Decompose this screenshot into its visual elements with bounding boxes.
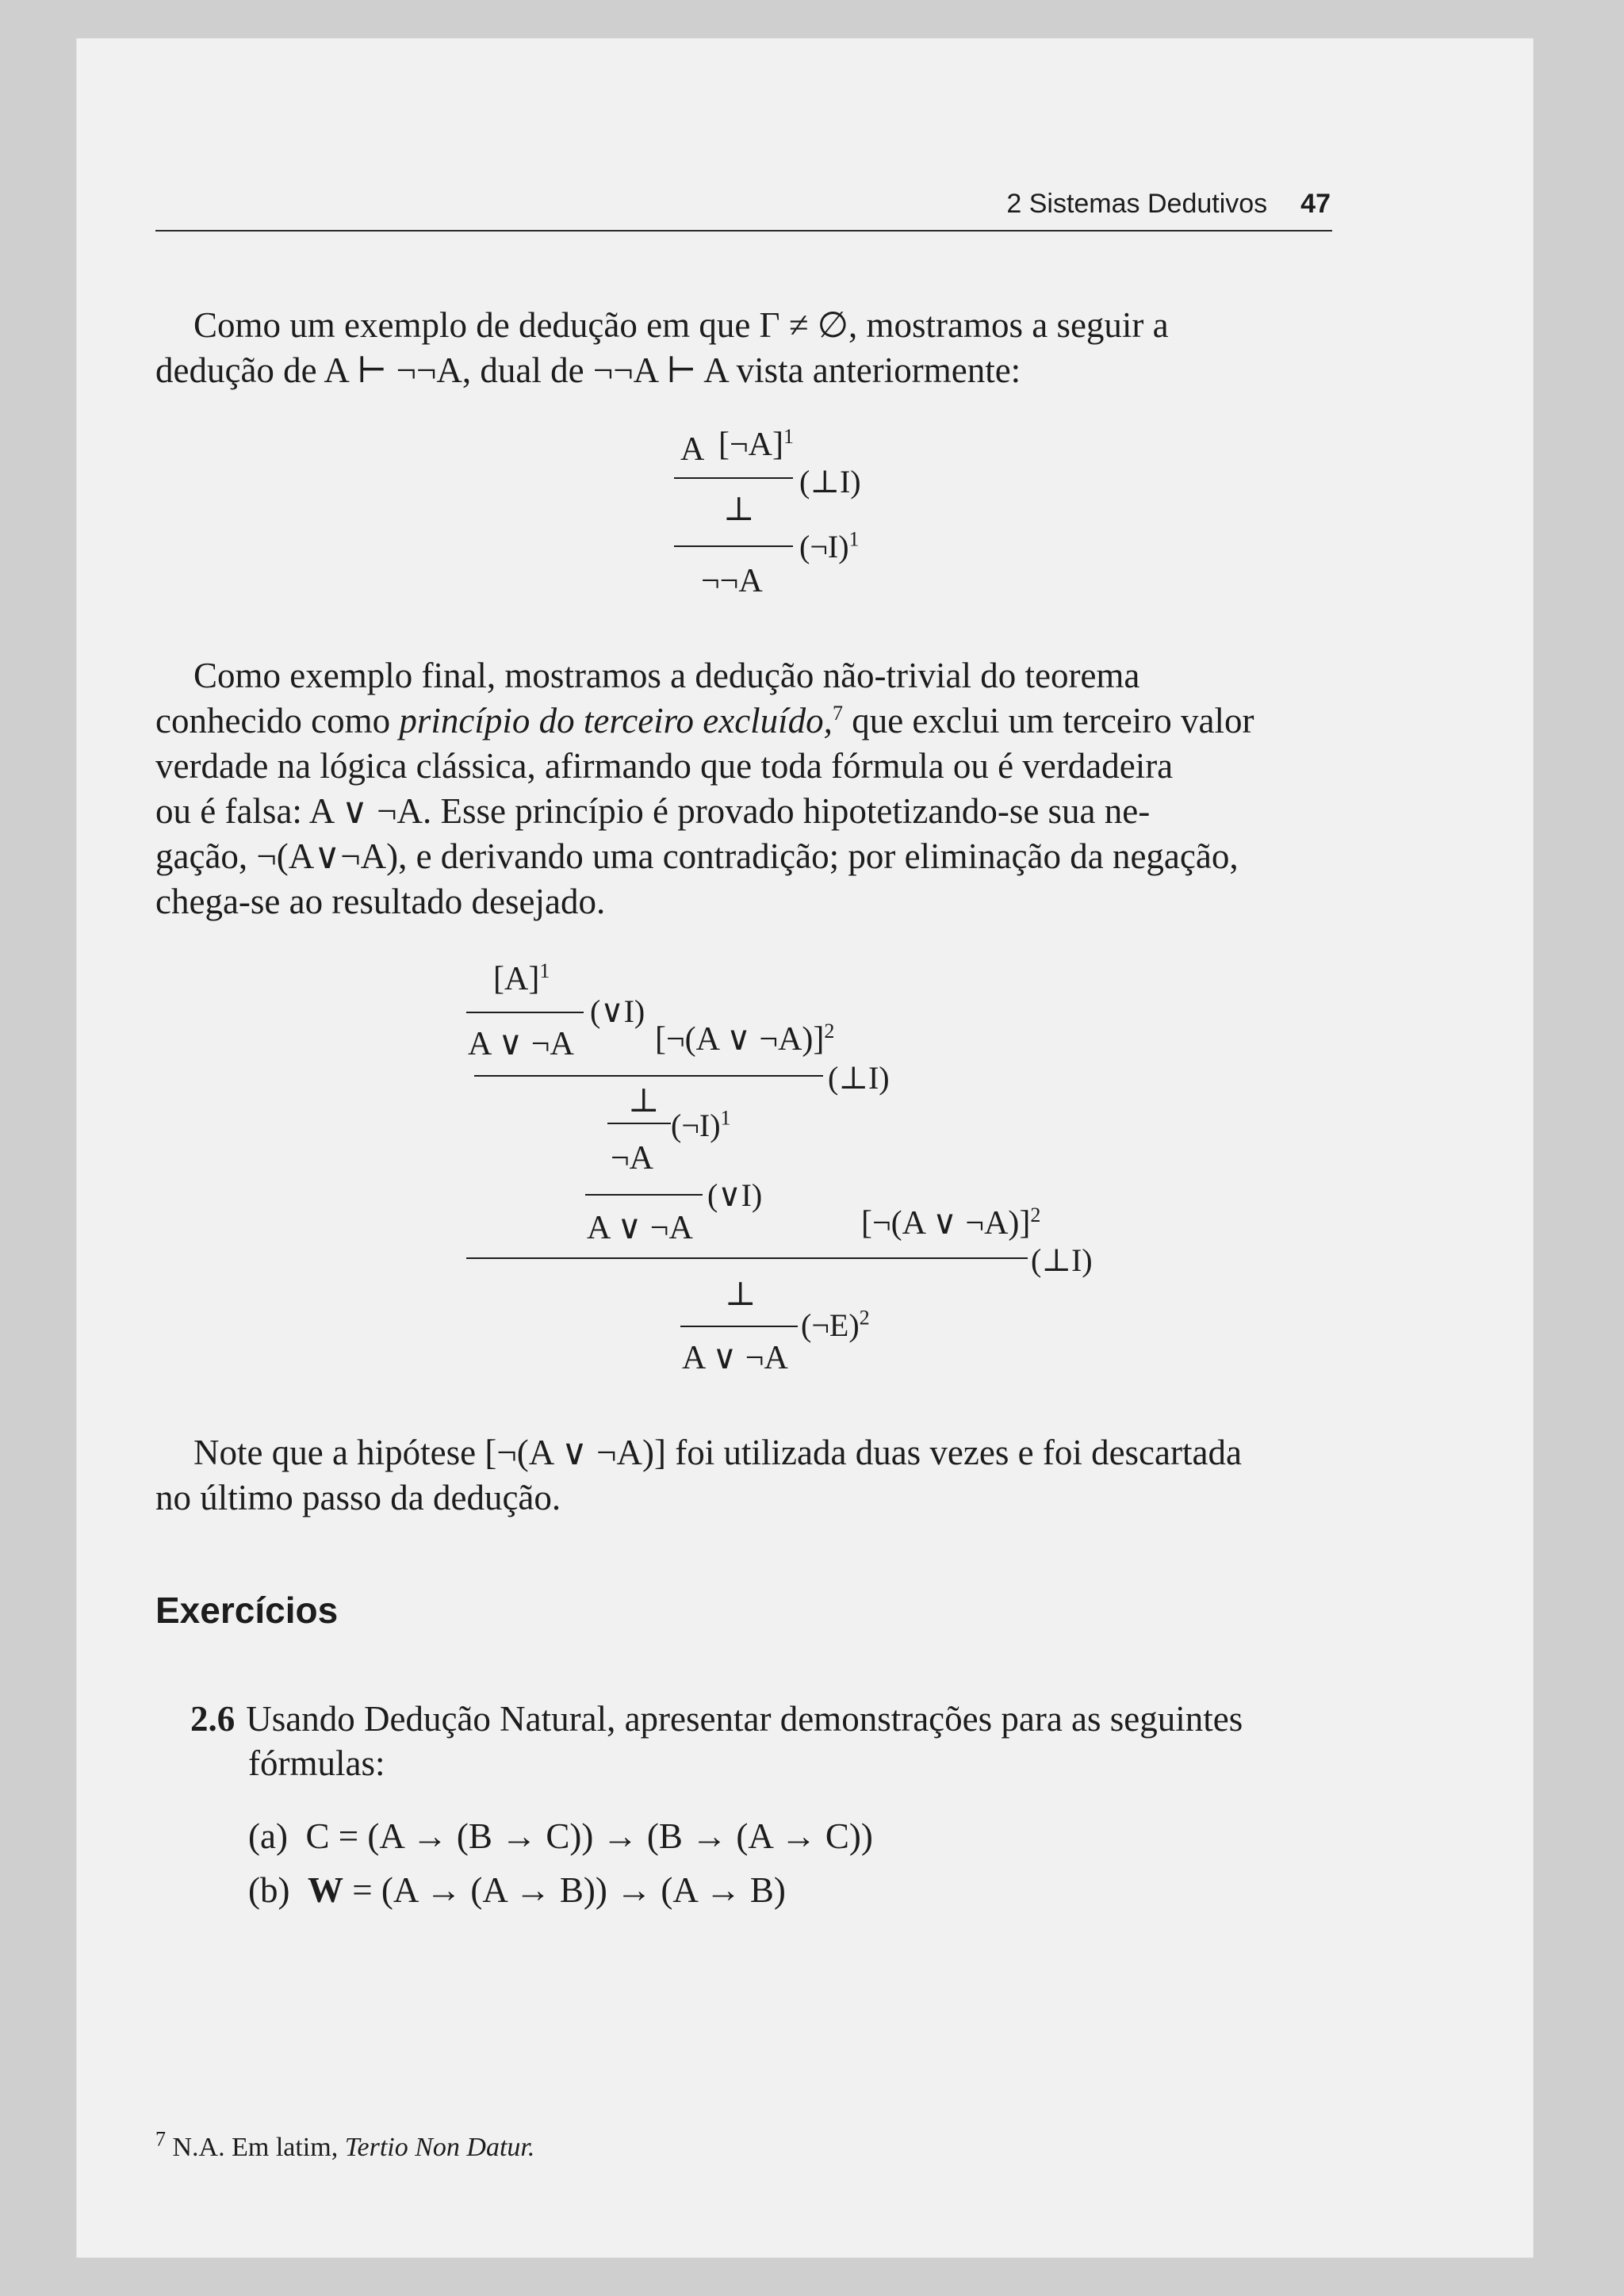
p1-line1: Como um exemplo de dedução em que Γ ≠ ∅, mostramos a seguir a	[193, 305, 1169, 345]
header-rule	[155, 230, 1332, 232]
paragraph-3	[155, 1430, 1332, 1521]
d2-hyp-a: $[A]^1$	[493, 959, 550, 997]
d1-premise-a: A	[680, 431, 705, 468]
formula-c: = (A → (B → C)) → (B → (A → C))	[329, 1816, 873, 1856]
d2-line-vi-1	[466, 1012, 584, 1013]
d2-bot-1: ⊥	[628, 1083, 660, 1119]
principle-name: princípio do terceiro excluído,	[399, 701, 833, 740]
p2-line1: Como exemplo final, mostramos a dedução não-trivial do teorema	[193, 656, 1140, 695]
footnote-ref: 7	[832, 702, 843, 725]
exercise-text-2: fórmulas:	[248, 1743, 385, 1783]
d2-rule-neg-e: (¬E)$^2$	[801, 1306, 870, 1343]
exercises-heading: Exercícios	[155, 1590, 339, 1631]
d2-final: A ∨ ¬A	[682, 1340, 788, 1376]
chapter-title: 2 Sistemas Dedutivos	[1006, 189, 1268, 219]
d1-inference-line-1	[674, 477, 793, 479]
formula-w-name: W	[307, 1870, 343, 1910]
d1-conclusion-1: ⊥	[723, 492, 755, 528]
d1-premise-b: [¬A]$^1$	[718, 425, 794, 463]
d2-line-bot-1	[474, 1075, 823, 1077]
d2-disj-2: A ∨ ¬A	[587, 1210, 693, 1246]
exercise-2-6	[190, 1695, 1332, 1743]
p3-line2: no último passo da dedução.	[155, 1478, 561, 1517]
d2-hyp-neg-disj-again: [¬(A ∨ ¬A)]$^2$	[861, 1203, 1041, 1242]
d2-hyp-neg-disj: [¬(A ∨ ¬A)]$^2$	[655, 1020, 835, 1058]
d1-rule-1: (⊥I)	[799, 464, 861, 499]
d2-line-neg-i	[607, 1123, 671, 1124]
exercise-sub-a: (a) C = (A → (B → C)) → (B → (A → C))	[248, 1816, 873, 1856]
page-number: 47	[1300, 189, 1331, 219]
d1-inference-line-2	[674, 545, 793, 547]
paragraph-1	[155, 303, 1332, 393]
exercise-sub-b: (b) W = (A → (A → B)) → (A → B)	[248, 1870, 786, 1910]
exercise-number: 2.6	[190, 1699, 236, 1739]
d2-bot-2: ⊥	[725, 1276, 756, 1313]
footnote-7: $^7$ N.A. Em latim, Tertio Non Datur.	[155, 2127, 535, 2162]
d1-rule-2: (¬I)$^1$	[799, 527, 860, 564]
paragraph-2: Como exemplo final, mostramos a dedução não-trivial do teorema conhecido como princípio do terceiro excluído,$^7$ que exclui um terceiro valor verdade na lógica clássica, afirmando que toda fórmula ou é verdadeira ou é falsa: A ∨ ¬A. Esse princípio é provado hipotetizando-se sua ne- gação, ¬(A∨¬A), e derivando uma contradição; por eliminação da negação, chega-se ao resultado desejado.	[155, 656, 1254, 921]
d2-rule-bot-1: (⊥I)	[828, 1060, 890, 1096]
d2-rule-bot-2: (⊥I)	[1031, 1242, 1093, 1278]
d2-line-neg-e	[680, 1326, 798, 1327]
formula-w: = (A → (A → B)) → (A → B)	[343, 1870, 786, 1910]
d2-line-vi-2	[585, 1194, 703, 1196]
d2-rule-neg-i: (¬I)$^1$	[671, 1106, 731, 1143]
running-head	[159, 189, 1331, 220]
d1-conclusion-2: ¬¬A	[701, 563, 763, 599]
exercise-text: Usando Dedução Natural, apresentar demonstrações para as seguintes	[246, 1699, 1243, 1739]
d2-rule-vi-2: (∨I)	[707, 1177, 763, 1213]
formula-c-name: C	[305, 1816, 330, 1856]
d2-disj-1: A ∨ ¬A	[468, 1026, 574, 1062]
p1-line2: dedução de A ⊢ ¬¬A, dual de ¬¬A ⊢ A vista anteriormente:	[155, 350, 1021, 390]
p3-line1: Note que a hipótese [¬(A ∨ ¬A)] foi utilizada duas vezes e foi descartada	[193, 1433, 1242, 1472]
d2-rule-vi-1: (∨I)	[590, 993, 645, 1029]
d2-neg-a: ¬A	[611, 1140, 654, 1177]
d2-line-bot-2	[466, 1257, 1028, 1259]
